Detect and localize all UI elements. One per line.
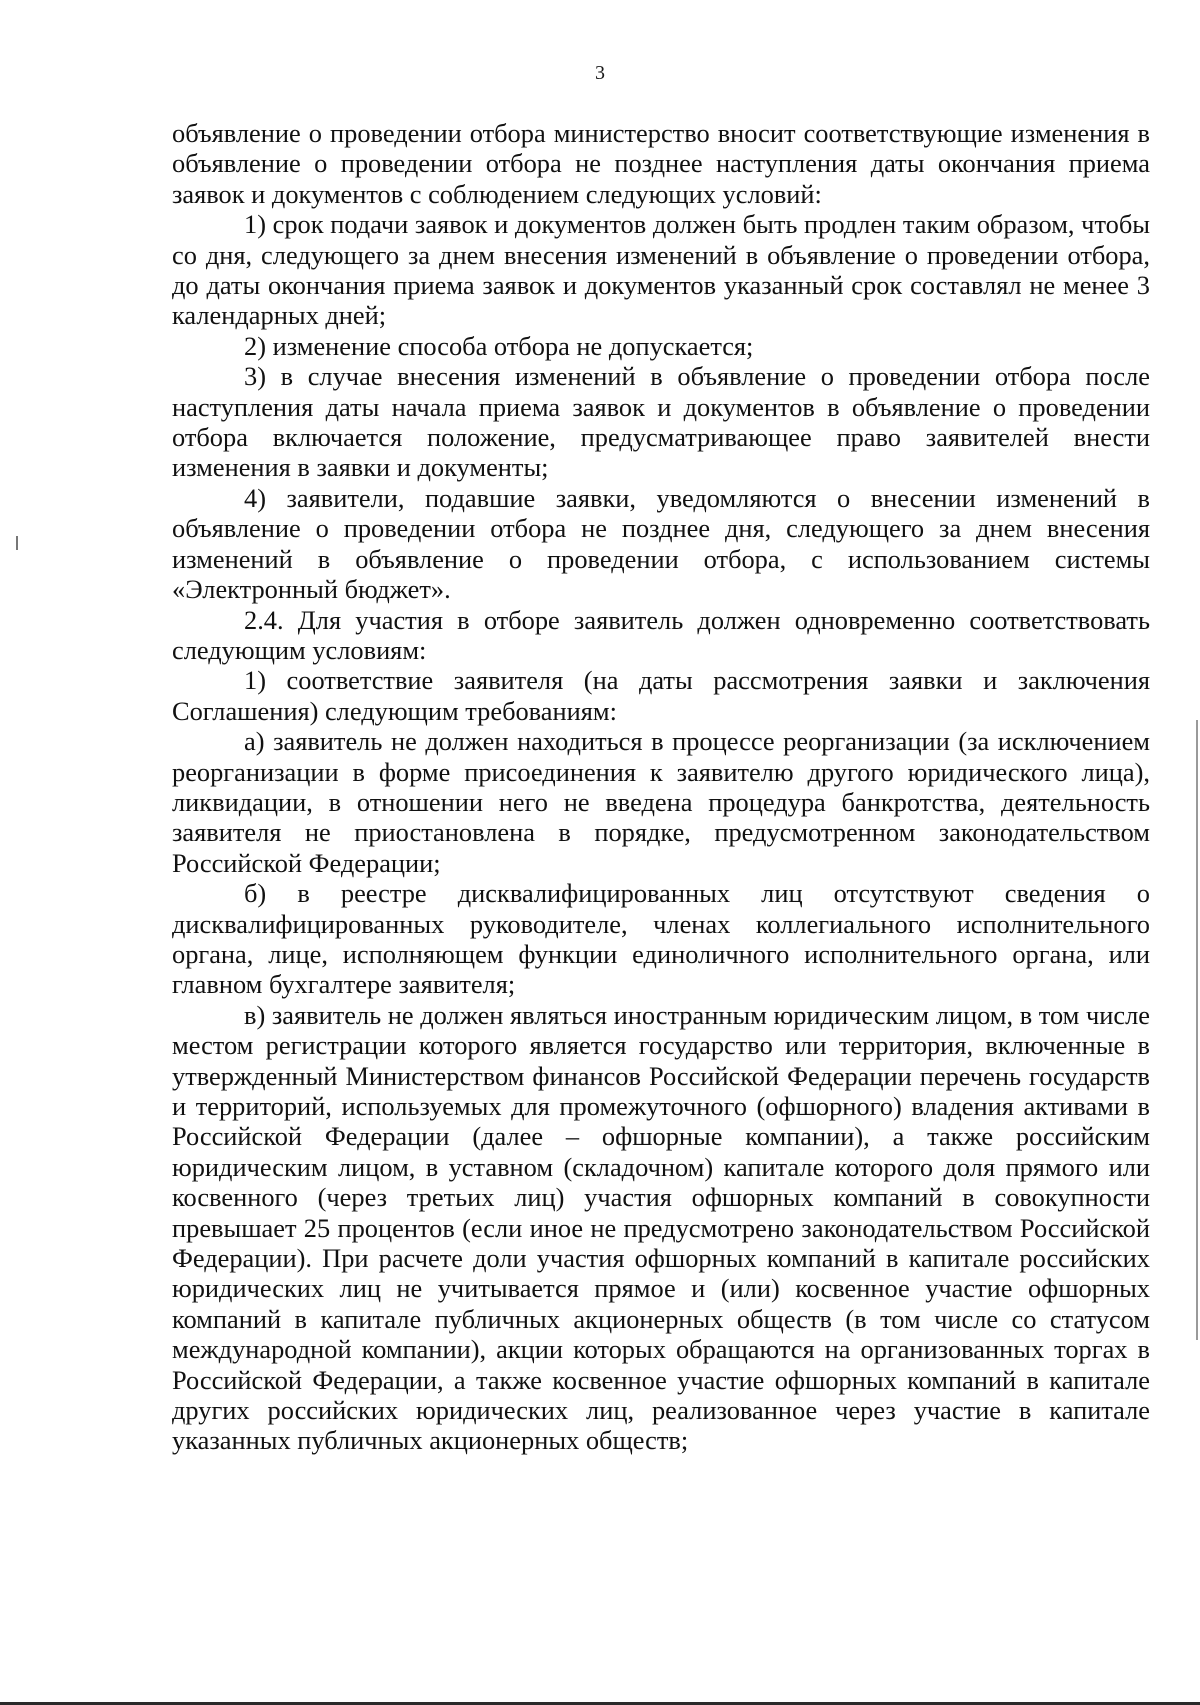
paragraph: в) заявитель не должен являться иностранным юридическим лицом, в том числе местом регистрации которого является государство или территория, включенные в утвержденный Министерством финансов Российской Федерации перечень государств и территорий, используемых для промежуточного (офшорного) владения активами в Российской Федерации (далее – офшорные компании), а также российским юридическим лицом, в уставном (складочном) капитале которого доля прямого или косвенного (через третьих лиц) участия офшорных компаний в совокупности превышает 25 процентов (если иное не предусмотрено законодательством Российской Федерации). При расчете доли участия офшорных компаний в капитале российских юридических лиц не учитывается прямое и (или) косвенное участие офшорных компаний в капитале публичных акционерных обществ (в том числе со статусом международной компании), акции которых обращаются на организованных торгах в Российской Федерации, а также косвенное участие офшорных компаний в капитале других российских юридических лиц, реализованное через участие в капитале указанных публичных акционерных обществ; [172, 999, 1150, 1456]
paragraph: 4) заявители, подавшие заявки, уведомляются о внесении изменений в объявление о проведении отбора не позднее дня, следующего за днем внесения изменений в объявление о проведении отбора, с использованием системы «Электронный бюджет». [172, 482, 1150, 605]
page-number: 3 [595, 62, 605, 84]
scan-edge-right [1196, 720, 1198, 1340]
scan-mark-left [16, 536, 18, 550]
paragraph: 2) изменение способа отбора не допускается; [244, 330, 754, 361]
paragraph: 2.4. Для участия в отборе заявитель должен одновременно соответствовать следующим условиям: [172, 604, 1150, 665]
paragraph: объявление о проведении отбора министерство вносит соответствующие изменения в объявление о проведении отбора не позднее наступления даты окончания приема заявок и документов с соблюдением следующих условий: [172, 118, 1150, 209]
document-body [172, 118, 1150, 1456]
paragraph: 1) срок подачи заявок и документов должен быть продлен таким образом, чтобы со дня, следующего за днем внесения изменений в объявление о проведении отбора, до даты окончания приема заявок и документов указанный срок составлял не менее 3 календарных дней; [172, 209, 1150, 331]
paragraph: 1) соответствие заявителя (на даты рассмотрения заявки и заключения Соглашения) следующим требованиям: [172, 665, 1150, 726]
paragraph: а) заявитель не должен находиться в процессе реорганизации (за исключением реорганизации в форме присоединения к заявителю другого юридического лица), ликвидации, в отношении него не введена процедура банкротства, деятельность заявителя не приостановлена в порядке, предусмотренном законодательством Российской Федерации; [172, 726, 1150, 878]
paragraph: б) в реестре дисквалифицированных лиц отсутствуют сведения о дисквалифицированных руководителе, членах коллегиального исполнительного органа, лице, исполняющем функции единоличного исполнительного органа, или главном бухгалтере заявителя; [172, 878, 1150, 1000]
paragraph: 3) в случае внесения изменений в объявление о проведении отбора после наступления даты начала приема заявок и документов в объявление о проведении отбора включается положение, предусматривающее право заявителей внести изменения в заявки и документы; [172, 361, 1150, 483]
